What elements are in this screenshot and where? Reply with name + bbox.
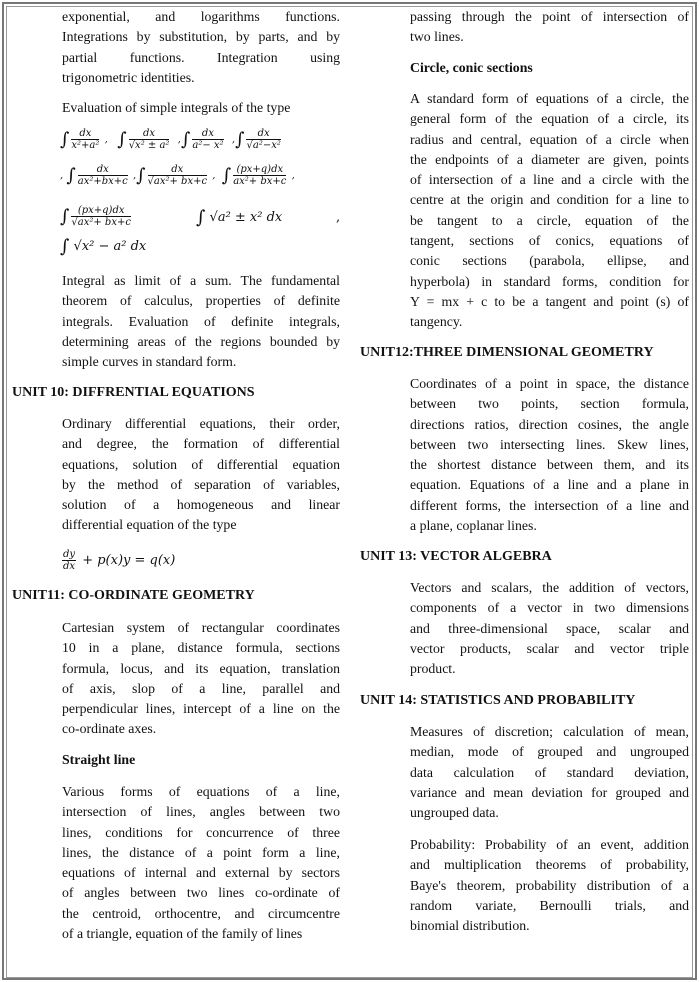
text-line: lines, conditions for concurrence of three	[62, 824, 340, 840]
denominator: √ax²+ bx+c	[147, 176, 208, 187]
integrand: √x² − a² dx	[73, 239, 147, 254]
text-line: conic sections (parabola, ellipse, and	[410, 253, 689, 269]
denominator: a²− x²	[192, 140, 224, 151]
text-line: of axis, slop of a line, parallel and	[62, 680, 340, 696]
denominator: ax²+bx+c	[77, 176, 128, 187]
paragraph	[62, 414, 340, 536]
text-line: between two intersecting lines. Skew lines,	[410, 436, 689, 452]
text-line: general form of the equation of a circle, its	[410, 111, 689, 127]
text-line: components of a vector in two dimensions	[410, 600, 689, 616]
integral-formulas-row2: , ∫ $\frac{dx}{\text{ax²+bx+c}}$ ,∫ $\frac{dx}{\text{√ax²+ bx+c}}$ , ∫ $\frac{(px+q)dx}{\text{ax²+ bx+c}}$ ,	[60, 164, 295, 187]
integral-formulas-row3: ∫ $\frac{(px+q)dx}{\text{√ax²+ bx+c}}$	[60, 205, 131, 228]
text-line: determining areas of the regions bounded by	[62, 333, 340, 349]
text-line: of intersection of a line and a circle with the	[410, 172, 689, 188]
denominator: dx	[63, 561, 76, 572]
text-line: vector products, scalar and vector triple	[410, 640, 689, 656]
numerator: dx	[129, 128, 170, 140]
text-line: variance and mean deviation for grouped and	[410, 784, 689, 800]
text-line: and degree, the formation of differential	[62, 436, 340, 452]
text-line: lines, the distance of a point form a line,	[62, 844, 340, 860]
text-line: Various forms of equations of a line,	[62, 784, 340, 799]
text-line: passing through the point of intersection of	[410, 9, 689, 24]
text-line: a plane, coplanar lines.	[410, 518, 537, 534]
numerator: dx	[192, 128, 223, 140]
subheading-straight-line: Straight line	[62, 752, 136, 767]
denominator: √ax²+ bx+c	[71, 217, 131, 228]
subheading-circle-conic: Circle, conic sections	[410, 60, 533, 75]
text-line: Baye's theorem, probability distribution of a	[410, 877, 689, 893]
numerator: (px+q)dx	[233, 164, 286, 176]
text-line: formula, locus, and its equation, translation	[62, 660, 340, 676]
text-line: A standard form of equations of a circle, the	[410, 91, 689, 106]
numerator: dx	[71, 128, 99, 140]
integrand: √a² ± x² dx	[209, 210, 283, 225]
text-line: hyperbola) in standard forms, condition for	[410, 273, 689, 289]
text-line: Coordinates of a point in space, the distance	[410, 376, 689, 391]
paragraph	[62, 782, 340, 944]
paragraph	[62, 98, 340, 118]
text-line: be tangent to a circle, equation of the	[410, 212, 689, 228]
denominator: √x² ± a²	[128, 140, 170, 151]
paragraph	[410, 89, 689, 333]
text-line: different forms, the intersection of a line and	[410, 497, 689, 513]
text-line: solution of a homogeneous and linear	[62, 497, 340, 513]
text-line: differential equation of the type	[62, 517, 237, 533]
text-line: two lines.	[410, 29, 464, 45]
text-line: co-ordinate axes.	[62, 721, 157, 737]
text-line: directions ratios, direction cosines, the angle	[410, 416, 689, 432]
text-line: Integral as limit of a sum. The fundamental	[62, 273, 340, 288]
text-line: equation. Equations of a line and a plane in	[410, 477, 689, 493]
text-line: equations, solution of differential equation	[62, 456, 340, 472]
paragraph	[410, 835, 689, 936]
text-line: median, mode of grouped and ungrouped	[410, 744, 689, 760]
paragraph	[410, 578, 689, 679]
paragraph	[62, 618, 340, 740]
heading-unit-11: UNIT11: CO-ORDINATE GEOMETRY	[12, 588, 255, 603]
denominator: √a²−x²	[246, 140, 281, 151]
heading-unit-10: UNIT 10: DIFFRENTIAL EQUATIONS	[12, 385, 255, 400]
text-line: centre at the origin and condition for a line to	[410, 192, 689, 208]
text-line: product.	[410, 661, 456, 677]
numerator: dx	[78, 164, 128, 176]
denominator: x²+a²	[71, 140, 100, 151]
heading-unit-14: UNIT 14: STATISTICS AND PROBABILITY	[360, 693, 636, 708]
denominator: ax²+ bx+c	[233, 176, 287, 187]
text-line: radius and central, equation of a circle when	[410, 131, 689, 147]
text-line: by the method of separation of variables,	[62, 476, 340, 492]
text-line: and three-dimensional space, scalar and	[410, 620, 689, 636]
text-line: Cartesian system of rectangular coordinates	[62, 620, 340, 635]
numerator: (px+q)dx	[71, 205, 131, 217]
text-line: ungrouped data.	[410, 805, 499, 821]
numerator: dx	[148, 164, 208, 176]
text-line: the centroid, orthocentre, and circumcentre	[62, 905, 340, 921]
heading-unit-12: UNIT12:THREE DIMENSIONAL GEOMETRY	[360, 345, 654, 360]
text-line: perpendicular lines, intercept of a line on the	[62, 701, 340, 717]
comma: ,	[336, 210, 341, 225]
paragraph	[62, 271, 340, 372]
paragraph	[62, 7, 340, 88]
equation-rest: + p(x)y = q(x)	[82, 553, 176, 568]
integral-formula: ∫ √x² − a² dx	[60, 236, 147, 257]
text-line: tangency.	[410, 314, 463, 330]
text-line: trigonometric identities.	[62, 69, 195, 85]
text-line: partial functions. Integration using	[62, 49, 340, 65]
text-line: data calculation of standard deviation,	[410, 764, 689, 780]
heading-unit-13: UNIT 13: VECTOR ALGEBRA	[360, 549, 552, 564]
integral-formulas-row1: ∫ $\frac{dx}{\text{x²+a²}}$ , ∫ $\frac{dx}{\text{√x² ± a²}}$ ,∫ $\frac{dx}{\text{a²− x²}}$ ,∫ $\frac{dx}{\text{√a²−x²}}$	[60, 128, 281, 151]
numerator: dy	[63, 549, 76, 560]
text-line: between two points, section formula,	[410, 396, 689, 412]
text-line: 10 in a plane, distance formula, sections	[62, 640, 340, 656]
paragraph	[410, 7, 689, 48]
text-line: intersection of lines, angles between two	[62, 804, 340, 820]
text-line: simple curves in standard form.	[62, 354, 237, 370]
text-line: exponential, and logarithms functions.	[62, 9, 340, 24]
text-line: of a triangle, equation of the family of lines	[62, 926, 303, 942]
text-line: Evaluation of simple integrals of the type	[62, 100, 291, 115]
numerator: dx	[246, 128, 280, 140]
text-line: binomial distribution.	[410, 918, 530, 934]
differential-equation	[60, 549, 175, 572]
text-line: Probability: Probability of an event, addition	[410, 837, 689, 852]
text-line: theorem of calculus, properties of definite	[62, 293, 340, 309]
text-line: the endpoints of a diameter are given, points	[410, 151, 689, 167]
paragraph	[410, 374, 689, 536]
paragraph	[410, 722, 689, 823]
text-line: Ordinary differential equations, their order,	[62, 416, 340, 431]
text-line: Measures of discretion; calculation of mean,	[410, 724, 689, 739]
text-line: Y = mx + c to be a tangent and point (s) of	[410, 293, 689, 309]
text-line: and multiplication theorems of probability,	[410, 857, 689, 873]
text-line: equations of internal and external by sectors	[62, 865, 340, 881]
text-line: random variate, Bernoulli trials, and	[410, 897, 689, 913]
text-line: Vectors and scalars, the addition of vectors,	[410, 580, 689, 595]
text-line: of angles between two lines co-ordinate of	[62, 885, 340, 901]
integral-formula: ∫ √a² ± x² dx	[196, 207, 283, 228]
text-line: integrals. Evaluation of definite integrals,	[62, 313, 340, 329]
text-line: the shortest distance between them, and its	[410, 457, 689, 473]
text-line: tangent, sections of conics, equations of	[410, 233, 689, 249]
text-line: Integrations by substitution, by parts, and by	[62, 29, 340, 45]
